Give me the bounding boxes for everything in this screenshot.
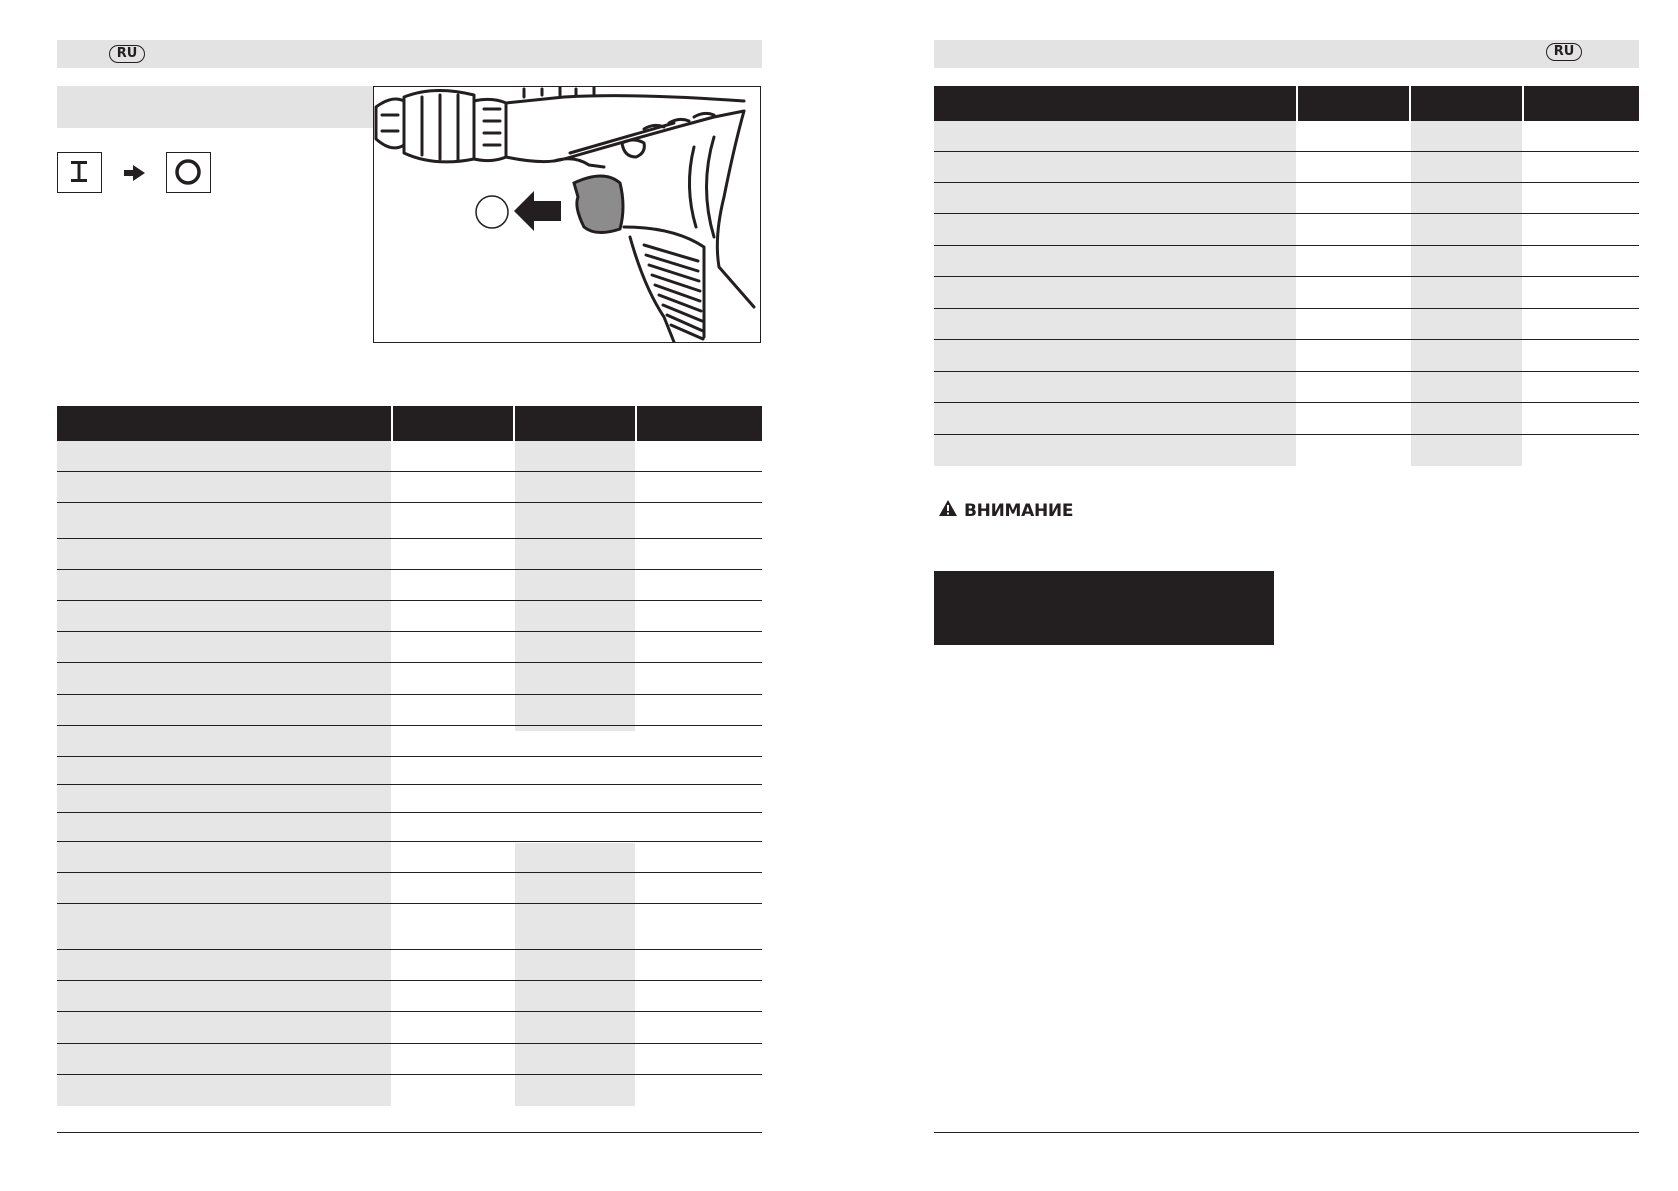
drill-trigger-illustration [373, 86, 761, 343]
shaded-column-1 [57, 441, 391, 1106]
shaded-column-1 [934, 121, 1296, 466]
language-badge: RU [109, 45, 145, 63]
section-title-box [57, 86, 373, 128]
left-table [57, 406, 762, 1106]
black-notice-box [934, 571, 1274, 645]
right-arrow-icon [124, 165, 146, 185]
circle-o-symbol-icon [166, 152, 211, 193]
shaded-column-3 [515, 441, 635, 731]
right-page-header-bar [934, 40, 1639, 68]
left-page-header-bar [57, 40, 762, 68]
right-table [934, 86, 1639, 466]
table-header-row [57, 406, 762, 441]
table-header-row [934, 86, 1639, 121]
shaded-column-3b [515, 843, 635, 1106]
i-bar-symbol-icon [57, 152, 102, 193]
warning-label [938, 499, 1073, 522]
language-badge: RU [1546, 43, 1582, 61]
right-footer-line [934, 1132, 1639, 1133]
left-footer-line [57, 1132, 762, 1133]
warning-triangle-icon [938, 499, 958, 522]
warning-text: ВНИМАНИЕ [964, 500, 1074, 521]
shaded-column-3 [1411, 121, 1522, 466]
